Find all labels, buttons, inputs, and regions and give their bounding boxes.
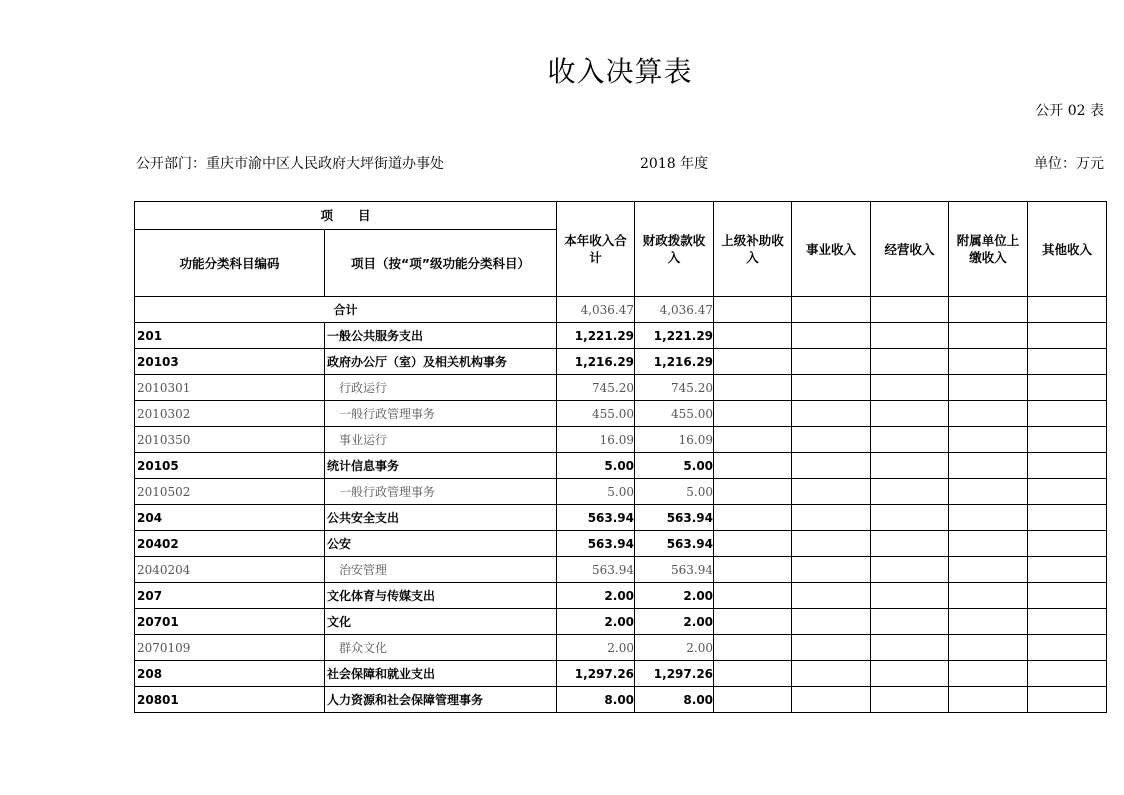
header-affiliated: 附属单位上缴收入 — [949, 202, 1028, 297]
row-fiscal: 8.00 — [635, 687, 714, 713]
row-name: 一般公共服务支出 — [325, 323, 557, 349]
empty-cell — [871, 687, 949, 713]
row-name: 群众文化 — [325, 635, 557, 661]
row-fiscal: 2.00 — [635, 583, 714, 609]
table-row — [135, 505, 1107, 531]
empty-cell — [871, 531, 949, 557]
empty-cell — [1028, 349, 1107, 375]
empty-cell — [871, 661, 949, 687]
empty-cell — [1028, 557, 1107, 583]
table-row — [135, 687, 1107, 713]
empty-cell — [1028, 401, 1107, 427]
empty-cell — [714, 661, 792, 687]
empty-cell — [792, 531, 871, 557]
row-code: 20103 — [135, 349, 325, 375]
empty-cell — [949, 557, 1028, 583]
empty-cell — [714, 401, 792, 427]
empty-cell — [949, 583, 1028, 609]
header-item: 项 目 — [135, 202, 557, 230]
table-row — [135, 349, 1107, 375]
empty-cell — [949, 453, 1028, 479]
row-total: 1,216.29 — [557, 349, 635, 375]
row-total: 5.00 — [557, 479, 635, 505]
empty-cell — [871, 375, 949, 401]
row-total: 5.00 — [557, 453, 635, 479]
empty-cell — [949, 531, 1028, 557]
empty-cell — [1028, 661, 1107, 687]
empty-cell — [949, 505, 1028, 531]
empty-cell — [792, 635, 871, 661]
empty-cell — [1028, 479, 1107, 505]
table-row — [135, 401, 1107, 427]
row-code: 2010350 — [135, 427, 325, 453]
empty-cell — [871, 349, 949, 375]
header-upper-subsidy: 上级补助收入 — [714, 202, 792, 297]
empty-cell — [871, 609, 949, 635]
empty-cell — [1028, 323, 1107, 349]
row-fiscal: 1,216.29 — [635, 349, 714, 375]
empty-cell — [714, 349, 792, 375]
empty-cell — [792, 401, 871, 427]
row-total: 16.09 — [557, 427, 635, 453]
row-fiscal: 563.94 — [635, 557, 714, 583]
table-row — [135, 557, 1107, 583]
row-fiscal: 2.00 — [635, 635, 714, 661]
row-code: 2010301 — [135, 375, 325, 401]
row-name: 公共安全支出 — [325, 505, 557, 531]
page-title: 收入决算表 — [547, 55, 693, 88]
row-name: 人力资源和社会保障管理事务 — [325, 687, 557, 713]
empty-cell — [714, 375, 792, 401]
row-total: 563.94 — [557, 505, 635, 531]
row-fiscal: 5.00 — [635, 479, 714, 505]
empty-cell — [1028, 453, 1107, 479]
header-other: 其他收入 — [1028, 202, 1107, 297]
row-fiscal: 563.94 — [635, 531, 714, 557]
row-fiscal: 5.00 — [635, 453, 714, 479]
empty-cell — [1028, 635, 1107, 661]
row-code: 20701 — [135, 609, 325, 635]
empty-cell — [714, 323, 792, 349]
row-name: 统计信息事务 — [325, 453, 557, 479]
empty-cell — [949, 635, 1028, 661]
empty-cell — [1028, 583, 1107, 609]
header-operating: 经营收入 — [871, 202, 949, 297]
row-name: 政府办公厅（室）及相关机构事务 — [325, 349, 557, 375]
empty-cell — [714, 609, 792, 635]
table-row — [135, 453, 1107, 479]
table-row — [135, 609, 1107, 635]
empty-cell — [949, 661, 1028, 687]
empty-cell — [792, 583, 871, 609]
row-name: 行政运行 — [325, 375, 557, 401]
header-total: 本年收入合计 — [557, 202, 635, 297]
row-total: 8.00 — [557, 687, 635, 713]
row-total: 745.20 — [557, 375, 635, 401]
empty-cell — [949, 609, 1028, 635]
empty-cell — [871, 479, 949, 505]
row-code: 207 — [135, 583, 325, 609]
row-total: 2.00 — [557, 609, 635, 635]
empty-cell — [949, 479, 1028, 505]
total-row — [135, 297, 1107, 323]
table-row — [135, 635, 1107, 661]
header-code: 功能分类科目编码 — [135, 230, 325, 297]
empty-cell — [792, 375, 871, 401]
empty-cell — [871, 453, 949, 479]
form-number: 公开 02 表 — [1035, 103, 1104, 119]
header-business: 事业收入 — [792, 202, 871, 297]
row-total: 455.00 — [557, 401, 635, 427]
row-total: 2.00 — [557, 583, 635, 609]
row-fiscal: 16.09 — [635, 427, 714, 453]
income-table — [134, 201, 1107, 713]
total-amount: 4,036.47 — [557, 297, 635, 323]
row-total: 1,221.29 — [557, 323, 635, 349]
table-row — [135, 323, 1107, 349]
empty-cell — [871, 557, 949, 583]
empty-cell — [949, 687, 1028, 713]
empty-cell — [792, 479, 871, 505]
row-total: 563.94 — [557, 557, 635, 583]
table-row — [135, 375, 1107, 401]
total-label: 合计 — [135, 297, 557, 323]
row-code: 201 — [135, 323, 325, 349]
row-code: 20402 — [135, 531, 325, 557]
empty-cell — [714, 453, 792, 479]
row-name: 文化体育与传媒支出 — [325, 583, 557, 609]
row-code: 20801 — [135, 687, 325, 713]
empty-cell — [714, 687, 792, 713]
empty-cell — [871, 635, 949, 661]
row-total: 2.00 — [557, 635, 635, 661]
empty-cell — [1028, 427, 1107, 453]
total-fiscal: 4,036.47 — [635, 297, 714, 323]
empty-cell — [792, 609, 871, 635]
row-name: 治安管理 — [325, 557, 557, 583]
table-row — [135, 427, 1107, 453]
empty-cell — [949, 323, 1028, 349]
row-fiscal: 1,221.29 — [635, 323, 714, 349]
empty-cell — [714, 583, 792, 609]
row-fiscal: 563.94 — [635, 505, 714, 531]
empty-cell — [714, 557, 792, 583]
empty-cell — [714, 531, 792, 557]
empty-cell — [714, 427, 792, 453]
row-name: 公安 — [325, 531, 557, 557]
empty-cell — [792, 661, 871, 687]
header-fiscal: 财政拨款收入 — [635, 202, 714, 297]
empty-cell — [792, 323, 871, 349]
table-row — [135, 479, 1107, 505]
row-code: 2010502 — [135, 479, 325, 505]
empty-cell — [792, 505, 871, 531]
row-code: 204 — [135, 505, 325, 531]
empty-cell — [871, 583, 949, 609]
empty-cell — [1028, 687, 1107, 713]
row-code: 20105 — [135, 453, 325, 479]
row-name: 文化 — [325, 609, 557, 635]
fiscal-year-label: 2018 年度 — [640, 156, 709, 172]
row-name: 事业运行 — [325, 427, 557, 453]
empty-cell — [792, 557, 871, 583]
empty-cell — [871, 401, 949, 427]
unit-label: 单位：万元 — [1034, 156, 1104, 172]
empty-cell — [949, 401, 1028, 427]
empty-cell — [871, 505, 949, 531]
row-total: 1,297.26 — [557, 661, 635, 687]
empty-cell — [949, 375, 1028, 401]
row-name: 社会保障和就业支出 — [325, 661, 557, 687]
empty-cell — [949, 427, 1028, 453]
empty-cell — [792, 687, 871, 713]
row-fiscal: 745.20 — [635, 375, 714, 401]
row-fiscal: 2.00 — [635, 609, 714, 635]
row-code: 208 — [135, 661, 325, 687]
row-fiscal: 1,297.26 — [635, 661, 714, 687]
row-fiscal: 455.00 — [635, 401, 714, 427]
empty-cell — [714, 505, 792, 531]
table-row — [135, 583, 1107, 609]
empty-cell — [871, 323, 949, 349]
empty-cell — [792, 453, 871, 479]
row-name: 一般行政管理事务 — [325, 401, 557, 427]
empty-cell — [714, 635, 792, 661]
empty-cell — [714, 479, 792, 505]
empty-cell — [871, 427, 949, 453]
empty-cell — [949, 349, 1028, 375]
empty-cell — [1028, 505, 1107, 531]
table-row — [135, 661, 1107, 687]
header-row-top — [135, 202, 1107, 230]
row-name: 一般行政管理事务 — [325, 479, 557, 505]
empty-cell — [792, 349, 871, 375]
row-total: 563.94 — [557, 531, 635, 557]
header-name: 项目（按“项”级功能分类科目） — [325, 230, 557, 297]
row-code: 2010302 — [135, 401, 325, 427]
department-label: 公开部门：重庆市渝中区人民政府大坪街道办事处 — [136, 156, 444, 172]
empty-cell — [1028, 609, 1107, 635]
empty-cell — [792, 427, 871, 453]
row-code: 2040204 — [135, 557, 325, 583]
empty-cell — [1028, 375, 1107, 401]
row-code: 2070109 — [135, 635, 325, 661]
table-row — [135, 531, 1107, 557]
empty-cell — [1028, 531, 1107, 557]
